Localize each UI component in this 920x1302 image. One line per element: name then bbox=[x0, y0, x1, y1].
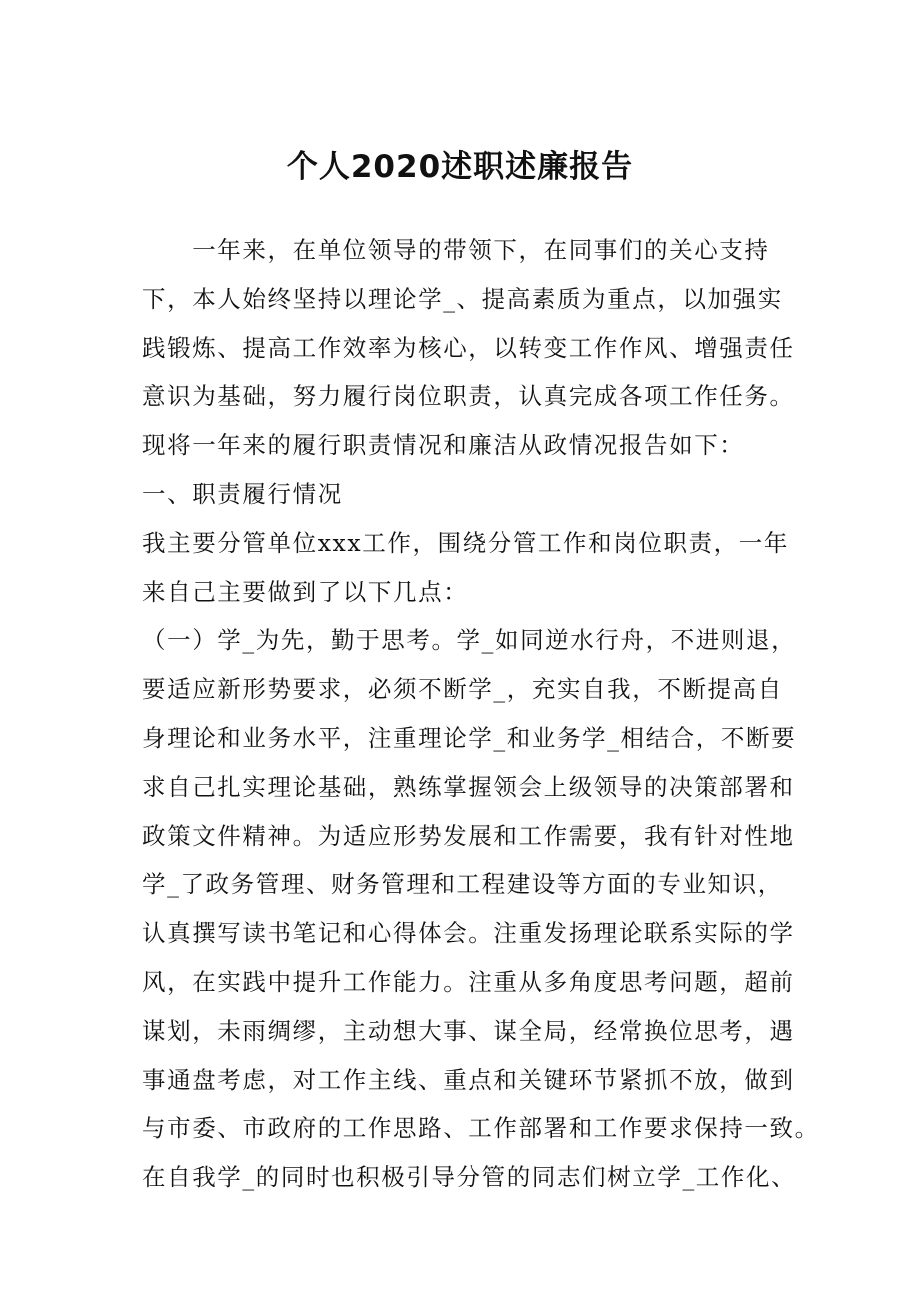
body-line: 学_了政务管理、财务管理和工程建设等方面的专业知识， bbox=[142, 870, 783, 899]
body-line: 政策文件精神。为适应形势发展和工作需要，我有针对性地 bbox=[142, 821, 795, 850]
body-line: 谋划，未雨绸缪，主动想大事、谋全局，经常换位思考，遇 bbox=[142, 1016, 795, 1045]
body-line: 意识为基础，努力履行岗位职责，认真完成各项工作任务。 bbox=[142, 382, 795, 411]
body-line: 事通盘考虑，对工作主线、重点和关键环节紧抓不放，做到 bbox=[142, 1065, 795, 1094]
body-line: 与市委、市政府的工作思路、工作部署和工作要求保持一致。 bbox=[142, 1114, 820, 1143]
body-line: 在自我学_的同时也积极引导分管的同志们树立学_工作化、 bbox=[142, 1163, 797, 1192]
body-line: 要适应新形势要求，必须不断学_，充实自我，不断提高自 bbox=[142, 675, 783, 704]
body-line: （一）学_为先，勤于思考。学_如同逆水行舟，不进则退， bbox=[142, 626, 797, 655]
body-line: 求自己扎实理论基础，熟练掌握领会上级领导的决策部署和 bbox=[142, 772, 795, 801]
body-line: 认真撰写读书笔记和心得体会。注重发扬理论联系实际的学 bbox=[142, 919, 795, 948]
body-line: 下，本人始终坚持以理论学_、提高素质为重点，以加强实 bbox=[142, 284, 783, 313]
section-heading: 一、职责履行情况 bbox=[142, 479, 343, 508]
body-line: 身理论和业务水平，注重理论学_和业务学_相结合，不断要 bbox=[142, 723, 797, 752]
body-line: 我主要分管单位xxx工作，围绕分管工作和岗位职责，一年 bbox=[142, 528, 789, 557]
document-body bbox=[142, 226, 820, 1202]
body-line: 现将一年来的履行职责情况和廉洁从政情况报告如下： bbox=[142, 431, 745, 460]
body-line: 践锻炼、提高工作效率为核心，以转变工作作风、增强责任 bbox=[142, 333, 795, 362]
body-line: 风，在实践中提升工作能力。注重从多角度思考问题，超前 bbox=[142, 967, 795, 996]
document-title: 个人2020述职述廉报告 bbox=[286, 149, 634, 185]
body-line: 来自己主要做到了以下几点： bbox=[142, 577, 469, 606]
body-line: 一年来，在单位领导的带领下，在同事们的关心支持 bbox=[142, 236, 770, 264]
